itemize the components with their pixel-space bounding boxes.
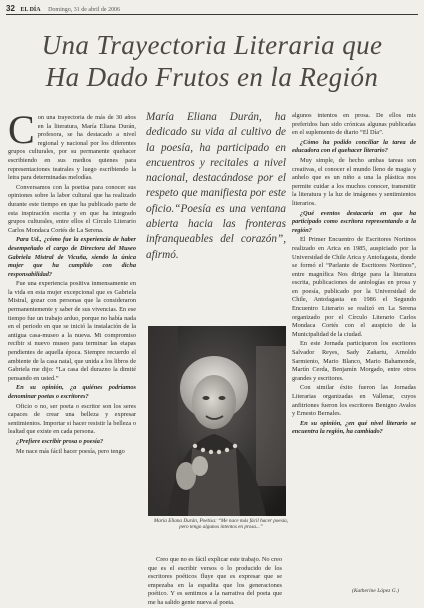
drop-cap: C (8, 107, 35, 152)
author-credit: (Katherine López G.) (352, 588, 399, 594)
paragraph: Fue una experiencia positiva inmensamente en la vida en esta mujer excepcional que es Gabriela Mistral, gozar con personas que la consideraron permanentemente y saber de sus vivencias. En ese tiempo fue un trabajo arduo, porque no había nada en el periodo en que se inició la instalación de la antigua casa-museo a la nueva. Mi compromiso recibir si nuevo museo para terminar las etapas pendientes de aquella época. Siempre recuerdo el ambiente de la casa natal, que unida a los libros de Gabriela me dijo: “La casa del durazno la dimité pensando en usted.” (8, 280, 136, 382)
paragraph: El Primer Encuentro de Escritores Nortinos realizado en Arica en 1985, auspiciado por la Universidad de Chile Arica y Antofagasta, donde se formó el “Parlante de Escritores Nortinos”, entre magnífica Nos dirige para la literatura escrita, publicaciones de antologías en prosa y en poesía, publicado por la Universidad de Chile, Antofagasta en 1986 el Segundo Encuentro Literario se realizó en La Serena organizado por el Círculo Literario Carlos Mondaca Cortés con el auspicio de la Municipalidad de la ciudad. (292, 236, 416, 338)
paragraph: Muy simple, de hecho ambas tareas son creativas, el conocer el mundo lleno de magia y anhelo que es un niño a una la plástica nos permite cuidar a los muchos conocer, transmitir la literatura y la luz de imágenes y sentimientos literarios. (292, 156, 416, 207)
portrait-illustration (148, 326, 286, 516)
magazine-name: EL DÍA (20, 7, 41, 13)
intro-text: on una trayectoria de más de 30 años en la literatura, María Eliana Durán, profesora, se ha destacado a nivel regional y nacional por los diferentes grupos culturales, por su permanente quehacer escribiendo en sus medios quienes para representaciones teatrales y luego escribiendo la letra para determinadas melodías. (8, 114, 136, 182)
pull-quote: María Eliana Durán, ha dedicado su vida al cultivo de la poesía, ha participado en encuentros y recitales a nivel nacional, destacándose por el respeto que manifiesta por este oficio.“Poesía es una ventana abierta hacia las fronteras infranqueables del corazón”, afirmó. (146, 111, 286, 261)
page-header (6, 4, 418, 14)
article-column-1 (8, 107, 136, 600)
interview-question: En su opinión, ¿en qué nivel literario se encuentra la región, ha cambiado? (292, 419, 416, 436)
paragraph: Con similar éxito fueron las Jornadas Literarias organizadas en Vallenar, cuyos anfitriones fueron los escritores Benigno Avalos y Ernesto Bernales. (292, 384, 416, 418)
issue-date: Domingo, 31 de abril de 2006 (48, 7, 121, 13)
paragraph: Conversamos con la poetisa para conocer sus opiniones sobre la labor cultural que ha realizado durante este tiempo en que ha publicado parte de esta inspiración escrita y en que ha integrado grupos culturales, entre ellos el Círculo Literario Carlos Mondaca Cortés de La Serena. (8, 183, 136, 234)
photo-caption: María Eliana Durán, Poetisa: “Me nace más fácil hacer poesía, pero tengo algunos intentos en prosa...” (153, 518, 289, 531)
paragraph: En este Jornada participaron los escritores Salvador Reyes, Sady Zañartu, Arnoldo Sarmiento, Mario Blanco, Mario Bahamonde, Martín Cerda, Benjamín Morgado, entre otros grandes y escritores. (292, 340, 416, 382)
headline-line-1: Una Trayectoria Literaria que (41, 30, 383, 60)
paragraph: Me nace más fácil hacer poesía, pero tengo (16, 447, 125, 455)
paragraph: Creo que no es fácil explicar este trabajo. No creo que es el escribir versos o lo producido de los escritores poéticos fluye que es expresar que se empezaba en la espadita que los generaciones poético. Y es sentimos a la narrativa del poeta que me ha salido gente nueva al poeta. (148, 556, 282, 606)
page-number: 32 (6, 4, 15, 13)
interview-question: En su opinión, ¿a quiénes podríamos denominar poetas o escritores? (8, 384, 136, 400)
paragraph: Oficio o no, ser poeta o escritor son los seres capaces de crear una belleza y expresar sentimientos. Importar si hacer resistir la belleza o lealtad que existe en cada persona. (8, 402, 136, 436)
article-column-2-bottom (148, 556, 282, 606)
intro-paragraph (8, 107, 136, 183)
interview-question: ¿Cómo ha podido conciliar la tarea de educadora con el quehacer literario? (292, 138, 416, 155)
interview-question: ¿Prefiere escribir prosa o poesía? (16, 437, 104, 445)
article-column-3 (292, 112, 416, 584)
header-rule (6, 14, 418, 15)
portrait-photo (148, 326, 286, 516)
headline-line-2: Ha Dado Frutos en la Región (45, 62, 379, 92)
interview-question: ¿Qué eventos destacaría en que ha participado como escritora representando a la región? (292, 209, 416, 234)
interview-question: Para Ud., ¿cómo fue la experiencia de haber desempeñado el cargo de Directora del Museo Gabriela Mistral de Vicuña, siendo la única mujer que ha cumplido con dicha responsabilidad? (8, 236, 136, 278)
paragraph: algunos intentos en prosa. De ellos mis preferidos han sido crónicas algunas publicadas en el suplemento de diario “El Día”. (292, 112, 416, 137)
